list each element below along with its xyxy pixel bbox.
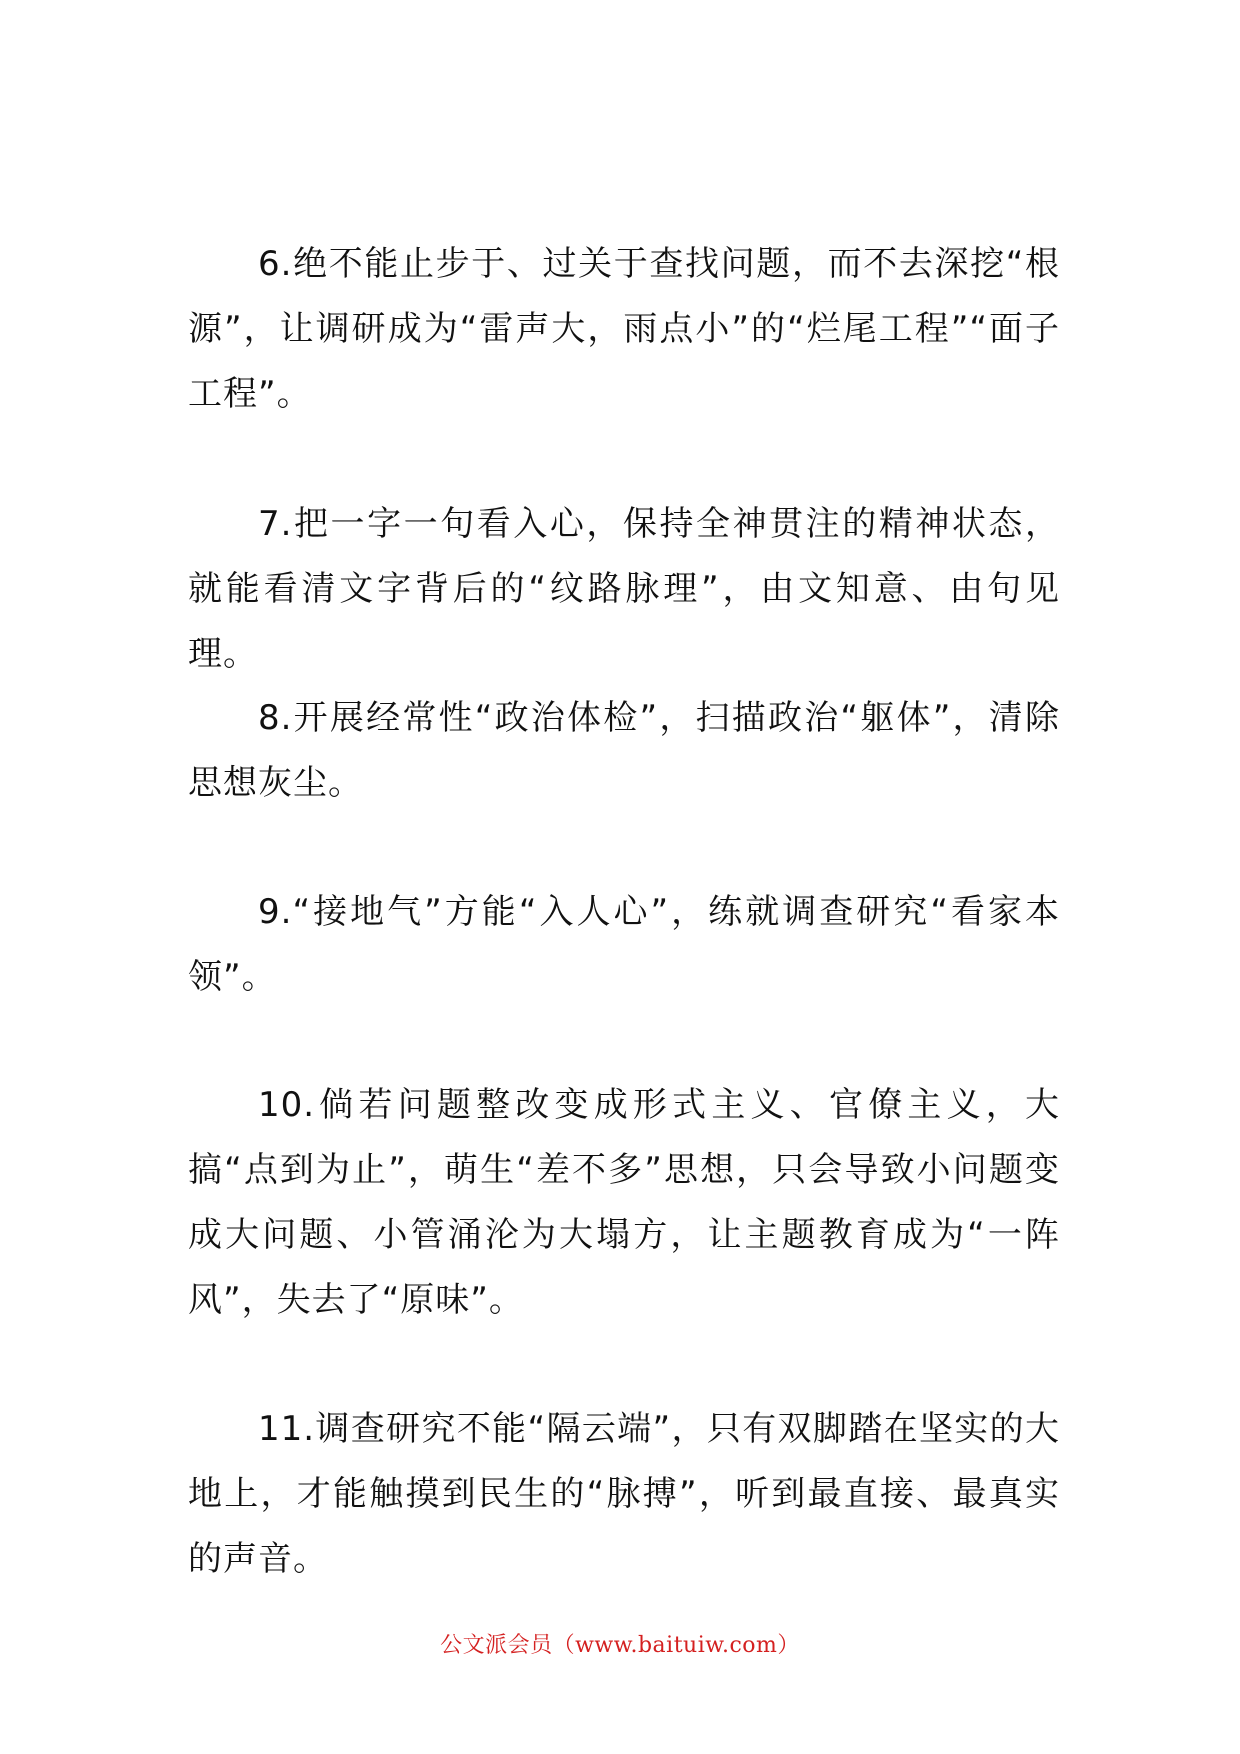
paragraph-6: 6.绝不能止步于、过关于查找问题，而不去深挖“根源”，让调研成为“雷声大，雨点小”的“烂尾工程”“面子工程”。 xyxy=(188,244,1060,414)
paragraph-8: 8.开展经常性“政治体检”，扫描政治“躯体”，清除思想灰尘。 xyxy=(188,698,1060,803)
paragraph-9: 9.“接地气”方能“入人心”，练就调查研究“看家本领”。 xyxy=(188,892,1060,997)
paragraph-11: 11.调查研究不能“隔云端”，只有双脚踏在坚实的大地上，才能触摸到民生的“脉搏”，听到最直接、最真实的声音。 xyxy=(188,1409,1060,1579)
paragraph-10: 10.倘若问题整改变成形式主义、官僚主义，大搞“点到为止”，萌生“差不多”思想，只会导致小问题变成大问题、小管涌沦为大塌方，让主题教育成为“一阵风”，失去了“原味”。 xyxy=(188,1085,1060,1320)
paragraph-7: 7.把一字一句看入心，保持全神贯注的精神状态，就能看清文字背后的“纹路脉理”，由文知意、由句见理。 xyxy=(188,504,1060,674)
footer-watermark: 公文派会员（www.baituiw.com） xyxy=(440,1633,800,1658)
